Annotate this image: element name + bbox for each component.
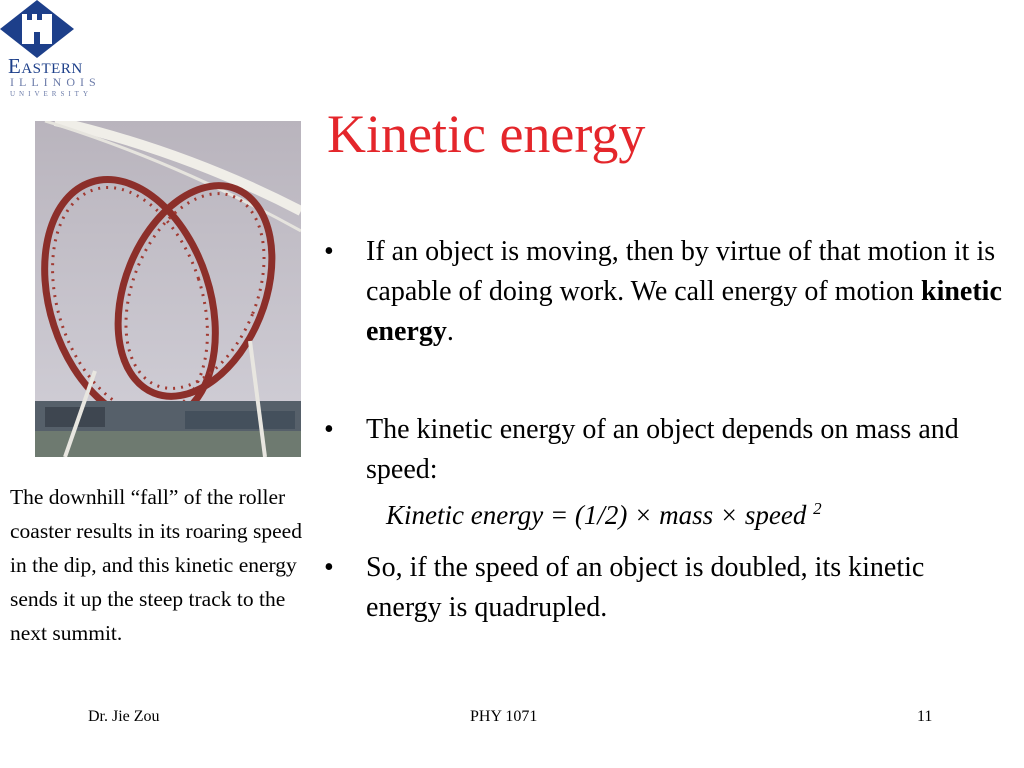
kinetic-energy-formula [386,500,822,531]
bullet-period: . [446,316,454,347]
bullet-bold-term: kinetic energy [366,276,1002,347]
bullet-item [324,232,1004,352]
logo-text-illinois: ILLINOIS [10,75,101,89]
bullet-marker: • [324,552,334,583]
logo-text-university: UNIVERSITY [10,90,92,98]
footer-course: PHY 1071 [470,708,538,725]
bullet-text: If an object is moving, then by virtue of that motion it is capable of doing work. We call energy of motion [366,236,996,307]
bullet-marker: • [324,414,334,445]
university-logo [0,0,104,104]
slide-title: Kinetic energy [327,104,646,164]
bullet-text: So, if the speed of an object is doubled, its kinetic energy is quadrupled. [366,552,925,623]
formula-text: Kinetic energy = (1/2) × mass × speed [386,500,814,530]
castle-diamond-icon [0,0,74,58]
photo-caption: The downhill “fall” of the roller coaster results in its roaring speed in the dip, and this kinetic energy sends it up the steep track to the next summit. [10,485,302,645]
footer-page-number: 11 [917,708,933,725]
bullet-item [324,410,1004,490]
bullet-item [324,548,1004,628]
bullet-marker: • [324,236,334,267]
bullet-text: The kinetic energy of an object depends on mass and speed: [366,414,959,485]
logo-text-eastern: Eastern [8,54,83,78]
footer-author: Dr. Jie Zou [88,708,160,725]
roller-coaster-photo [35,121,301,457]
formula-exponent: 2 [813,499,822,518]
